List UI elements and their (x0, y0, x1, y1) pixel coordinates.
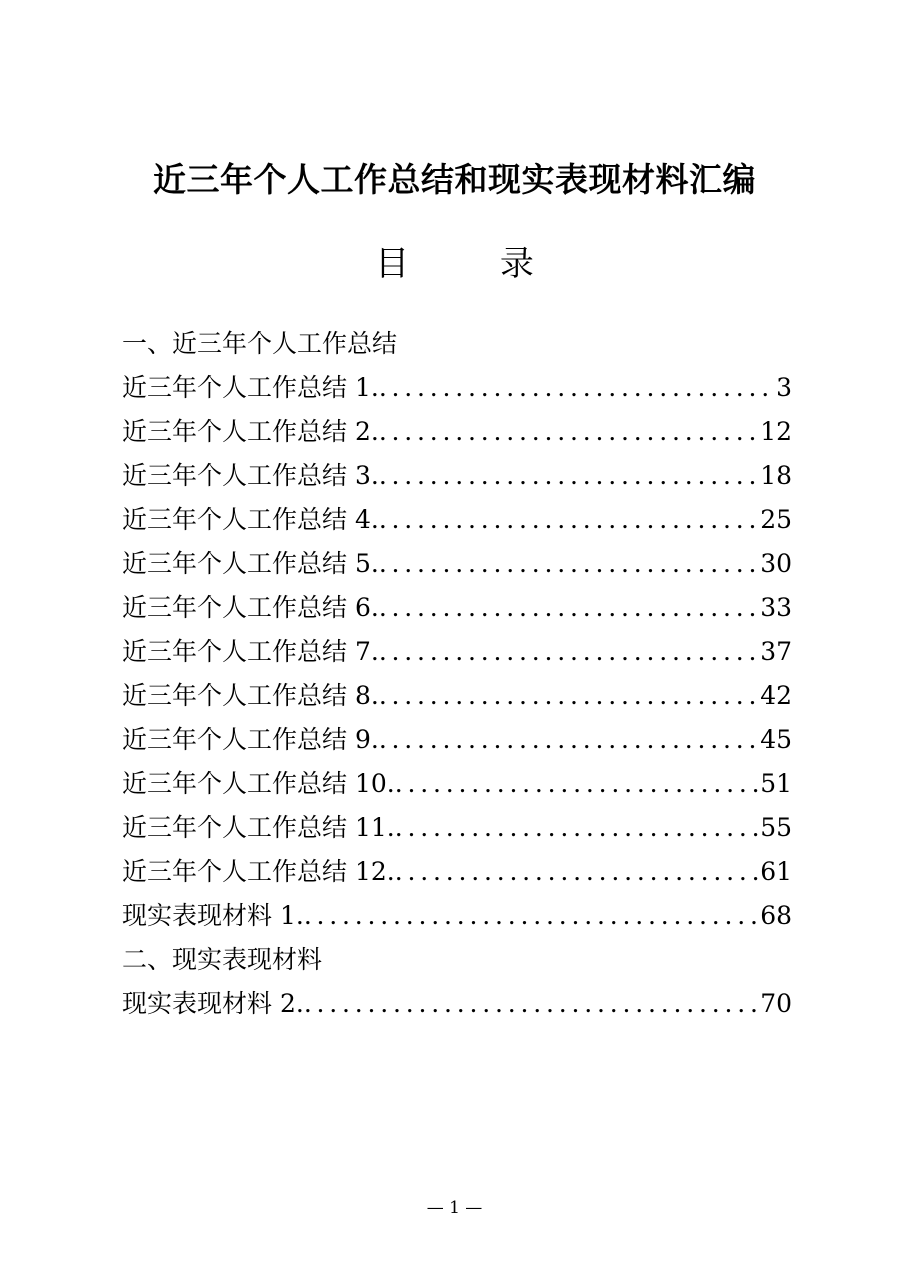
toc-entry[interactable] (122, 762, 792, 806)
toc-dot-leader (379, 366, 776, 410)
toc-dot-leader (379, 498, 760, 542)
toc-entry[interactable] (122, 586, 792, 630)
toc-dot-leader (379, 542, 760, 586)
toc-page-number: 30 (760, 549, 792, 578)
toc-entry-title: 近三年个人工作总结 12. (122, 857, 395, 886)
toc-dot-leader (379, 674, 760, 718)
toc-page-number: 68 (760, 901, 792, 930)
toc-dot-leader (304, 982, 760, 1026)
toc-entry-title: 近三年个人工作总结 1. (122, 373, 379, 402)
toc-entry[interactable] (122, 542, 792, 586)
toc-heading: 目 录 (375, 244, 574, 284)
toc-entry[interactable] (122, 630, 792, 674)
toc-entry-title: 近三年个人工作总结 5. (122, 549, 379, 578)
toc-entry-title: 近三年个人工作总结 11. (122, 813, 395, 842)
toc-entry[interactable] (122, 674, 792, 718)
toc-dot-leader (379, 718, 760, 762)
toc-entry[interactable] (122, 806, 792, 850)
toc-page-number: 70 (760, 989, 792, 1018)
toc-entry-title: 现实表现材料 2. (122, 989, 304, 1018)
toc-entry[interactable] (122, 718, 792, 762)
toc-section-heading (122, 938, 792, 982)
toc-entry-title: 近三年个人工作总结 3. (122, 461, 379, 490)
toc-dot-leader (395, 850, 760, 894)
toc-page-number: 18 (760, 461, 792, 490)
toc-page-number: 55 (760, 813, 792, 842)
toc-page-number: 42 (760, 681, 792, 710)
toc-page-number: 25 (760, 505, 792, 534)
toc-entry[interactable] (122, 894, 792, 938)
toc-dot-leader (395, 762, 760, 806)
toc-entry-title: 一、近三年个人工作总结 (122, 329, 398, 358)
toc-dot-leader (395, 806, 760, 850)
toc-entry-title: 近三年个人工作总结 8. (122, 681, 379, 710)
toc-page-number: 61 (760, 857, 792, 886)
toc-entry[interactable] (122, 850, 792, 894)
toc-entry-title: 近三年个人工作总结 9. (122, 725, 379, 754)
toc-entry-title: 近三年个人工作总结 6. (122, 593, 379, 622)
toc-entry-title: 近三年个人工作总结 7. (122, 637, 379, 666)
toc-dot-leader (379, 630, 760, 674)
toc-entry[interactable] (122, 410, 792, 454)
toc-section-heading (122, 322, 792, 366)
toc-entry-title: 近三年个人工作总结 10. (122, 769, 395, 798)
toc-entry[interactable] (122, 982, 792, 1026)
toc-page-number: 33 (760, 593, 792, 622)
table-of-contents (122, 322, 792, 1026)
document-title: 近三年个人工作总结和现实表现材料汇编 (153, 160, 756, 199)
toc-page-number: 12 (760, 417, 792, 446)
toc-entry-title: 近三年个人工作总结 4. (122, 505, 379, 534)
toc-dot-leader (304, 894, 760, 938)
toc-page-number: 45 (760, 725, 792, 754)
toc-entry[interactable] (122, 454, 792, 498)
toc-entry-title: 近三年个人工作总结 2. (122, 417, 379, 446)
toc-entry-title: 二、现实表现材料 (122, 945, 323, 974)
toc-entry[interactable] (122, 366, 792, 410)
page-number: — 1 — (426, 1198, 483, 1218)
toc-dot-leader (379, 410, 760, 454)
toc-page-number: 37 (760, 637, 792, 666)
toc-page-number: 51 (760, 769, 792, 798)
toc-entry-title: 现实表现材料 1. (122, 901, 304, 930)
toc-entry[interactable] (122, 498, 792, 542)
toc-dot-leader (379, 586, 760, 630)
toc-dot-leader (379, 454, 760, 498)
toc-page-number: 3 (776, 373, 792, 402)
